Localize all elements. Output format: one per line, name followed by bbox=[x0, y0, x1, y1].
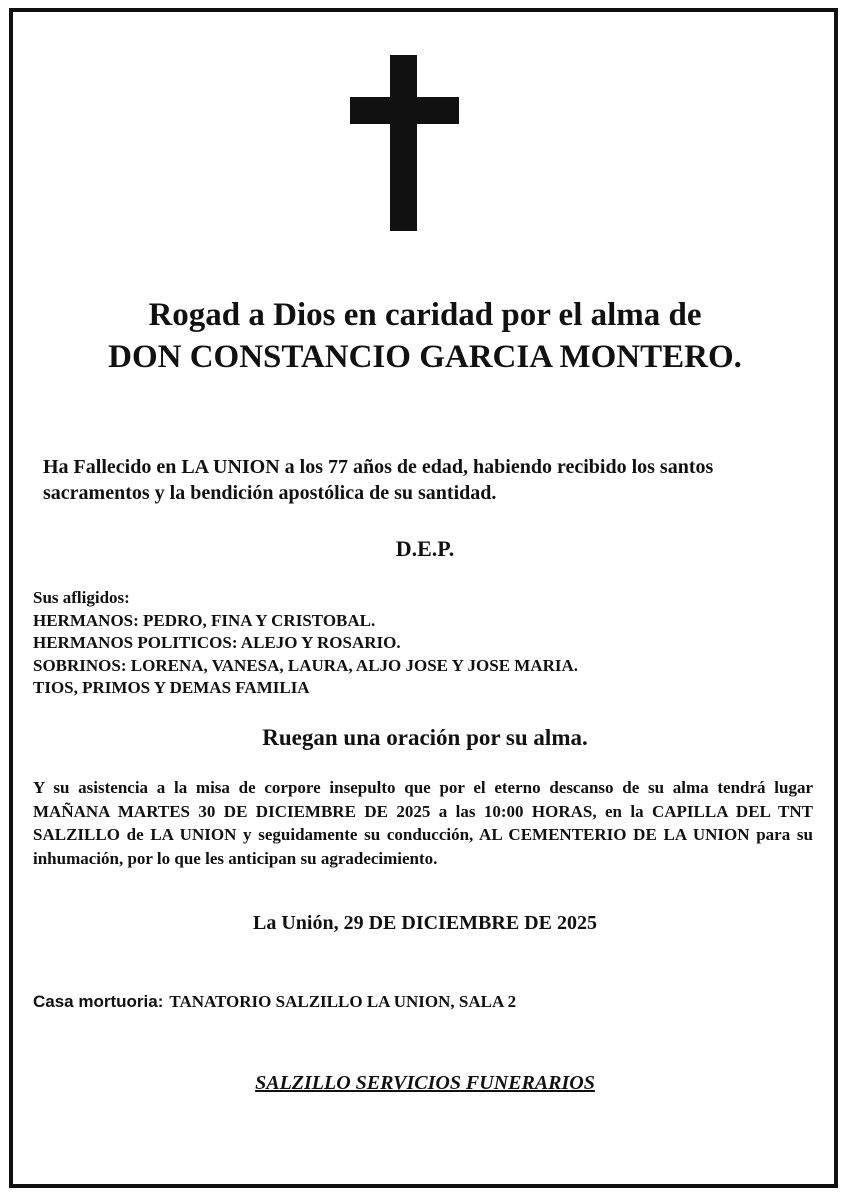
funeral-home-value: TANATORIO SALZILLO LA UNION, SALA 2 bbox=[169, 992, 517, 1011]
cross-vertical-bar bbox=[390, 55, 417, 231]
deceased-name: DON CONSTANCIO GARCIA MONTERO. bbox=[108, 339, 742, 375]
mourners-line: HERMANOS POLITICOS: ALEJO Y ROSARIO. bbox=[33, 633, 401, 652]
funeral-mass-details: Y su asistencia a la misa de corpore insepulto que por el eterno descanso de su alma tendrá lugar MAÑANA MARTES 30 DE DICIEMBRE DE 2025 a las 10:00 HORAS, en la CAPILLA DEL TNT SALZILLO de LA UNION y seguidamente su conducción, AL CEMENTERIO DE LA UNION para su inhumación, por lo que les anticipan su agradecimiento. bbox=[33, 778, 813, 868]
place-date-line: La Unión, 29 DE DICIEMBRE DE 2025 bbox=[253, 912, 597, 934]
funeral-company-name: SALZILLO SERVICIOS FUNERARIOS bbox=[255, 1072, 595, 1094]
funeral-home-label: Casa mortuoria: bbox=[33, 992, 164, 1011]
dep-label: D.E.P. bbox=[395, 536, 455, 561]
heading-prayer-line: Rogad a Dios en caridad por el alma de bbox=[148, 297, 702, 333]
death-announcement: Ha Fallecido en LA UNION a los 77 años de edad, habiendo recibido los santos sacramentos y la bendición apostólica de su santidad. bbox=[43, 456, 714, 504]
mourners-line: TIOS, PRIMOS Y DEMAS FAMILIA bbox=[33, 678, 310, 697]
funeral-home-line bbox=[33, 990, 813, 1014]
mourners-line: HERMANOS: PEDRO, FINA Y CRISTOBAL. bbox=[33, 610, 376, 630]
mourners-title: Sus afligidos: bbox=[33, 588, 130, 607]
prayer-request: Ruegan una oración por su alma. bbox=[262, 725, 588, 750]
mourners-line: SOBRINOS: LORENA, VANESA, LAURA, ALJO JOSE Y JOSE MARIA. bbox=[33, 655, 579, 675]
mourners-block bbox=[33, 587, 813, 700]
cross-horizontal-bar bbox=[350, 97, 459, 124]
